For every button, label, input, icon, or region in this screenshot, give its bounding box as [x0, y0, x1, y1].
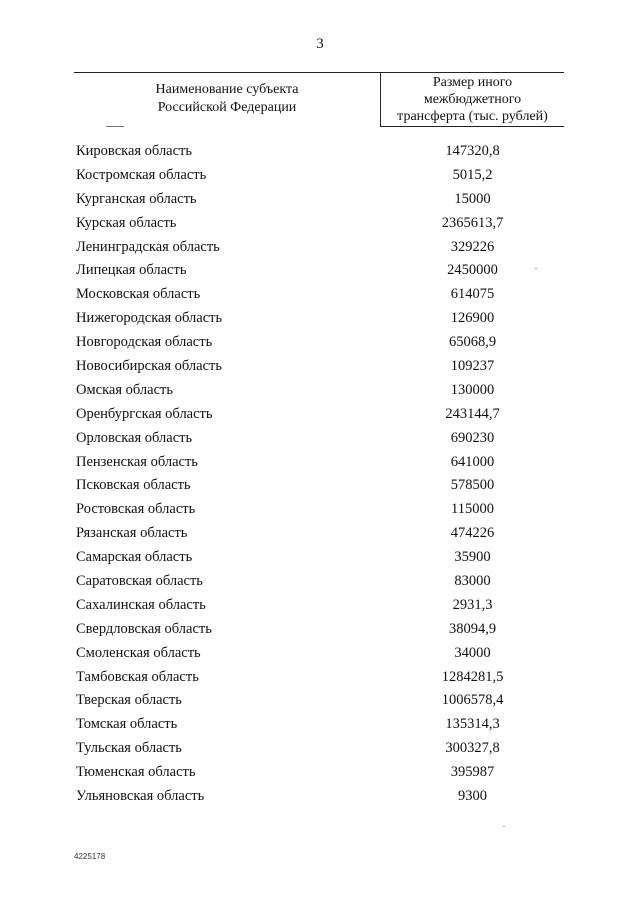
header-transfer-amount [381, 73, 564, 127]
subject-name: Тюменская область [76, 764, 196, 781]
subject-name: Новгородская область [76, 334, 213, 351]
transfer-amount: 130000 [450, 381, 495, 398]
table-row [74, 498, 564, 522]
table-row [74, 713, 564, 737]
subject-name: Костромская область [76, 166, 207, 183]
transfer-amount: 2450000 [447, 262, 498, 279]
transfer-amount: 578500 [450, 477, 495, 494]
subject-name: Ленинградская область [76, 238, 220, 255]
header-amount-line-3: трансферта (тыс. рублей) [397, 109, 548, 124]
header-subject-line-1: Наименование субъекта [155, 82, 299, 97]
table-row [74, 236, 564, 260]
subject-name: Курская область [76, 214, 177, 231]
subject-name: Орловская область [76, 429, 193, 446]
subject-name: Московская область [76, 286, 201, 303]
transfer-amount: 15000 [454, 190, 491, 207]
table-row [74, 737, 564, 761]
header-amount-line-1: Размер иного [432, 75, 513, 90]
transfer-amount: 329226 [450, 238, 495, 255]
subject-name: Самарская область [76, 549, 193, 566]
table-row [74, 761, 564, 785]
transfer-amount: 115000 [451, 501, 494, 518]
subject-name: Томская область [76, 716, 178, 733]
transfer-amount: 35900 [454, 549, 491, 566]
table-row [74, 642, 564, 666]
subject-name: Липецкая область [76, 262, 187, 279]
table-row [74, 140, 564, 164]
subject-name: Тульская область [76, 740, 182, 757]
table-row [74, 618, 564, 642]
page-number: 3 [316, 36, 324, 52]
transfer-amount: 2931,3 [452, 596, 493, 613]
document-code: 4225178 [74, 852, 106, 861]
header-divider-fragment [106, 126, 124, 127]
transfer-amount: 1284281,5 [441, 668, 504, 685]
transfer-amount: 690230 [450, 429, 495, 446]
subject-name: Омская область [76, 381, 173, 398]
transfer-amount: 2365613,7 [441, 214, 504, 231]
transfer-amount: 83000 [454, 573, 491, 590]
transfer-amount: 614075 [450, 286, 495, 303]
subject-name: Псковская область [76, 477, 191, 494]
subject-name: Рязанская область [76, 525, 188, 542]
table-row [74, 451, 564, 475]
transfer-amount: 126900 [450, 310, 495, 327]
table-row [74, 355, 564, 379]
table-row [74, 427, 564, 451]
table-row [74, 188, 564, 212]
table-body [74, 140, 564, 809]
scan-speck [535, 268, 537, 269]
subject-name: Сахалинская область [76, 596, 206, 613]
subject-name: Ростовская область [76, 501, 196, 518]
subject-name: Саратовская область [76, 573, 203, 590]
subject-name: Тамбовская область [76, 668, 199, 685]
subject-name: Ульяновская область [76, 788, 205, 805]
table-row [74, 307, 564, 331]
scan-speck [503, 826, 505, 827]
table-row [74, 689, 564, 713]
subject-name: Свердловская область [76, 620, 212, 637]
table-row [74, 283, 564, 307]
table-row [74, 522, 564, 546]
transfer-amount: 300327,8 [445, 740, 500, 757]
transfer-amount: 5015,2 [452, 166, 493, 183]
transfer-amount: 109237 [450, 358, 495, 375]
table-row [74, 474, 564, 498]
table-row [74, 666, 564, 690]
transfer-amount: 641000 [450, 453, 495, 470]
table-row [74, 331, 564, 355]
transfer-amount: 395987 [450, 764, 495, 781]
table-row [74, 570, 564, 594]
subject-name: Новосибирская область [76, 358, 222, 375]
transfer-amount: 1006578,4 [441, 692, 504, 709]
header-subject-name [74, 73, 380, 127]
table-row [74, 403, 564, 427]
transfer-amount: 243144,7 [445, 405, 500, 422]
transfer-amount: 147320,8 [445, 143, 500, 159]
transfer-amount: 34000 [454, 644, 491, 661]
header-subject-line-2: Российской Федерации [157, 100, 297, 115]
transfer-amount: 65068,9 [448, 334, 497, 351]
table-row [74, 594, 564, 618]
table-row [74, 164, 564, 188]
subject-name: Кировская область [76, 143, 193, 159]
header-amount-line-2: межбюджетного [423, 92, 522, 107]
table-row [74, 259, 564, 283]
subject-name: Смоленская область [76, 644, 201, 661]
transfer-amount: 9300 [458, 788, 487, 805]
subject-name: Нижегородская область [76, 310, 223, 327]
table-header [74, 72, 564, 127]
subject-name: Курганская область [76, 190, 197, 207]
transfer-amount: 135314,3 [445, 716, 500, 733]
table-row [74, 379, 564, 403]
transfer-amount: 474226 [450, 525, 495, 542]
table-row [74, 546, 564, 570]
table-row [74, 785, 564, 809]
table-row [74, 212, 564, 236]
subject-name: Пензенская область [76, 453, 198, 470]
subject-name: Оренбургская область [76, 405, 213, 422]
transfer-amount: 38094,9 [448, 620, 497, 637]
subject-name: Тверская область [76, 692, 182, 709]
